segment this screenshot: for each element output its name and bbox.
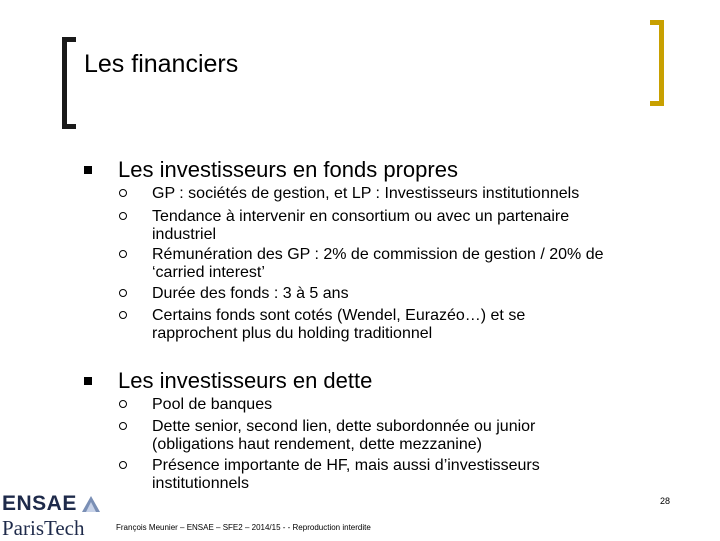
slide-title: Les financiers [84,50,239,78]
section-bullet [84,377,92,385]
item-bullet [119,289,127,297]
ensae-paristech-logo [2,492,112,540]
title-bracket-right [650,20,664,106]
logo-ensae-text: ENSAE [2,492,77,515]
title-bracket-left [62,37,76,129]
list-item: Présence importante de HF, mais aussi d’investisseurs [152,457,540,474]
list-item-continuation: rapprochent plus du holding traditionnel [152,325,433,342]
section-heading-equity: Les investisseurs en fonds propres [118,157,458,182]
section-bullet [84,166,92,174]
list-item-continuation: ‘carried interest’ [152,264,265,281]
list-item: GP : sociétés de gestion, et LP : Investisseurs institutionnels [152,185,580,202]
footer-text: François Meunier – ENSAE – SFE2 – 2014/15 - - Reproduction interdite [116,523,371,532]
logo-emblem-icon [78,492,104,518]
list-item: Pool de banques [152,396,273,413]
section-heading-debt: Les investisseurs en dette [118,368,373,393]
item-bullet [119,189,127,197]
item-bullet [119,212,127,220]
list-item: Certains fonds sont cotés (Wendel, Eurazéo…) et se [152,307,526,324]
list-item-continuation: (obligations haut rendement, dette mezzanine) [152,436,482,453]
item-bullet [119,400,127,408]
list-item-continuation: industriel [152,226,217,243]
list-item: Tendance à intervenir en consortium ou avec un partenaire [152,208,570,225]
item-bullet [119,311,127,319]
list-item-continuation: institutionnels [152,475,249,492]
list-item: Dette senior, second lien, dette subordonnée ou junior [152,418,536,435]
list-item: Rémunération des GP : 2% de commission de gestion / 20% de [152,246,604,263]
logo-paristech-text: ParisTech [2,516,85,540]
list-item: Durée des fonds : 3 à 5 ans [152,285,349,302]
item-bullet [119,461,127,469]
item-bullet [119,422,127,430]
page-number: 28 [660,496,671,506]
item-bullet [119,250,127,258]
